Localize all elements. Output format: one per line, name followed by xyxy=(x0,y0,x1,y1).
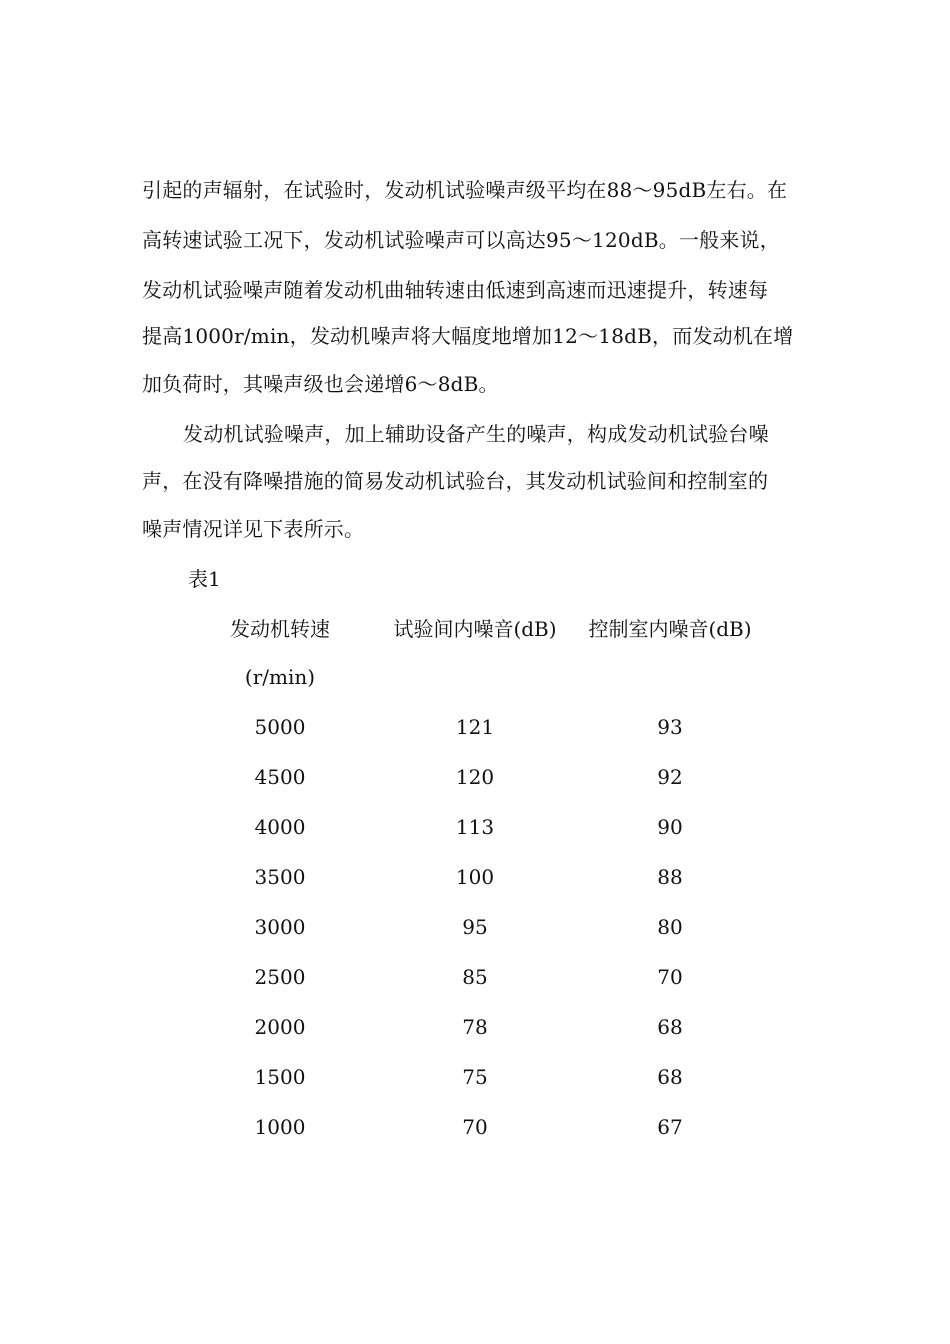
header-control-room-noise: 控制室内噪音(dB) xyxy=(588,617,752,641)
paragraph-line: 发动机试验噪声，加上辅助设备产生的噪声，构成发动机试验台噪 xyxy=(183,422,769,446)
paragraph-line: 加负荷时，其噪声级也会递增6～8dB。 xyxy=(142,372,499,396)
cell-control-room-noise: 88 xyxy=(657,865,683,889)
paragraph-line: 噪声情况详见下表所示。 xyxy=(142,517,365,541)
cell-test-room-noise: 95 xyxy=(462,915,488,939)
cell-engine-speed: 3000 xyxy=(254,915,306,939)
cell-test-room-noise: 75 xyxy=(462,1065,488,1089)
cell-test-room-noise: 120 xyxy=(455,765,495,789)
header-engine-speed-unit: (r/min) xyxy=(244,665,316,689)
cell-engine-speed: 2500 xyxy=(254,965,306,989)
header-test-room-noise: 试验间内噪音(dB) xyxy=(393,617,557,641)
cell-engine-speed: 5000 xyxy=(254,715,306,739)
paragraph-line: 提高1000r/min，发动机噪声将大幅度地增加12～18dB，而发动机在增 xyxy=(142,324,794,348)
cell-engine-speed: 4000 xyxy=(254,815,306,839)
cell-engine-speed: 2000 xyxy=(254,1015,306,1039)
paragraph-line: 引起的声辐射，在试验时，发动机试验噪声级平均在88～95dB左右。在 xyxy=(142,178,788,202)
cell-test-room-noise: 85 xyxy=(462,965,488,989)
cell-engine-speed: 4500 xyxy=(254,765,306,789)
cell-test-room-noise: 121 xyxy=(455,715,495,739)
paragraph-line: 高转速试验工况下，发动机试验噪声可以高达95～120dB。一般来说， xyxy=(142,228,780,252)
cell-control-room-noise: 92 xyxy=(657,765,683,789)
header-engine-speed: 发动机转速 xyxy=(230,617,330,641)
cell-control-room-noise: 68 xyxy=(657,1015,683,1039)
cell-control-room-noise: 68 xyxy=(657,1065,683,1089)
cell-test-room-noise: 100 xyxy=(455,865,495,889)
cell-control-room-noise: 90 xyxy=(657,815,683,839)
cell-engine-speed: 1500 xyxy=(254,1065,306,1089)
cell-engine-speed: 1000 xyxy=(254,1115,306,1139)
paragraph-line: 发动机试验噪声随着发动机曲轴转速由低速到高速而迅速提升，转速每 xyxy=(142,278,769,302)
cell-control-room-noise: 93 xyxy=(657,715,683,739)
cell-control-room-noise: 67 xyxy=(657,1115,683,1139)
cell-test-room-noise: 70 xyxy=(462,1115,488,1139)
cell-control-room-noise: 70 xyxy=(657,965,683,989)
table-caption: 表1 xyxy=(188,567,221,591)
cell-test-room-noise: 113 xyxy=(455,815,495,839)
cell-engine-speed: 3500 xyxy=(254,865,306,889)
paragraph-line: 声，在没有降噪措施的简易发动机试验台，其发动机试验间和控制室的 xyxy=(142,469,769,493)
cell-control-room-noise: 80 xyxy=(657,915,683,939)
cell-test-room-noise: 78 xyxy=(462,1015,488,1039)
